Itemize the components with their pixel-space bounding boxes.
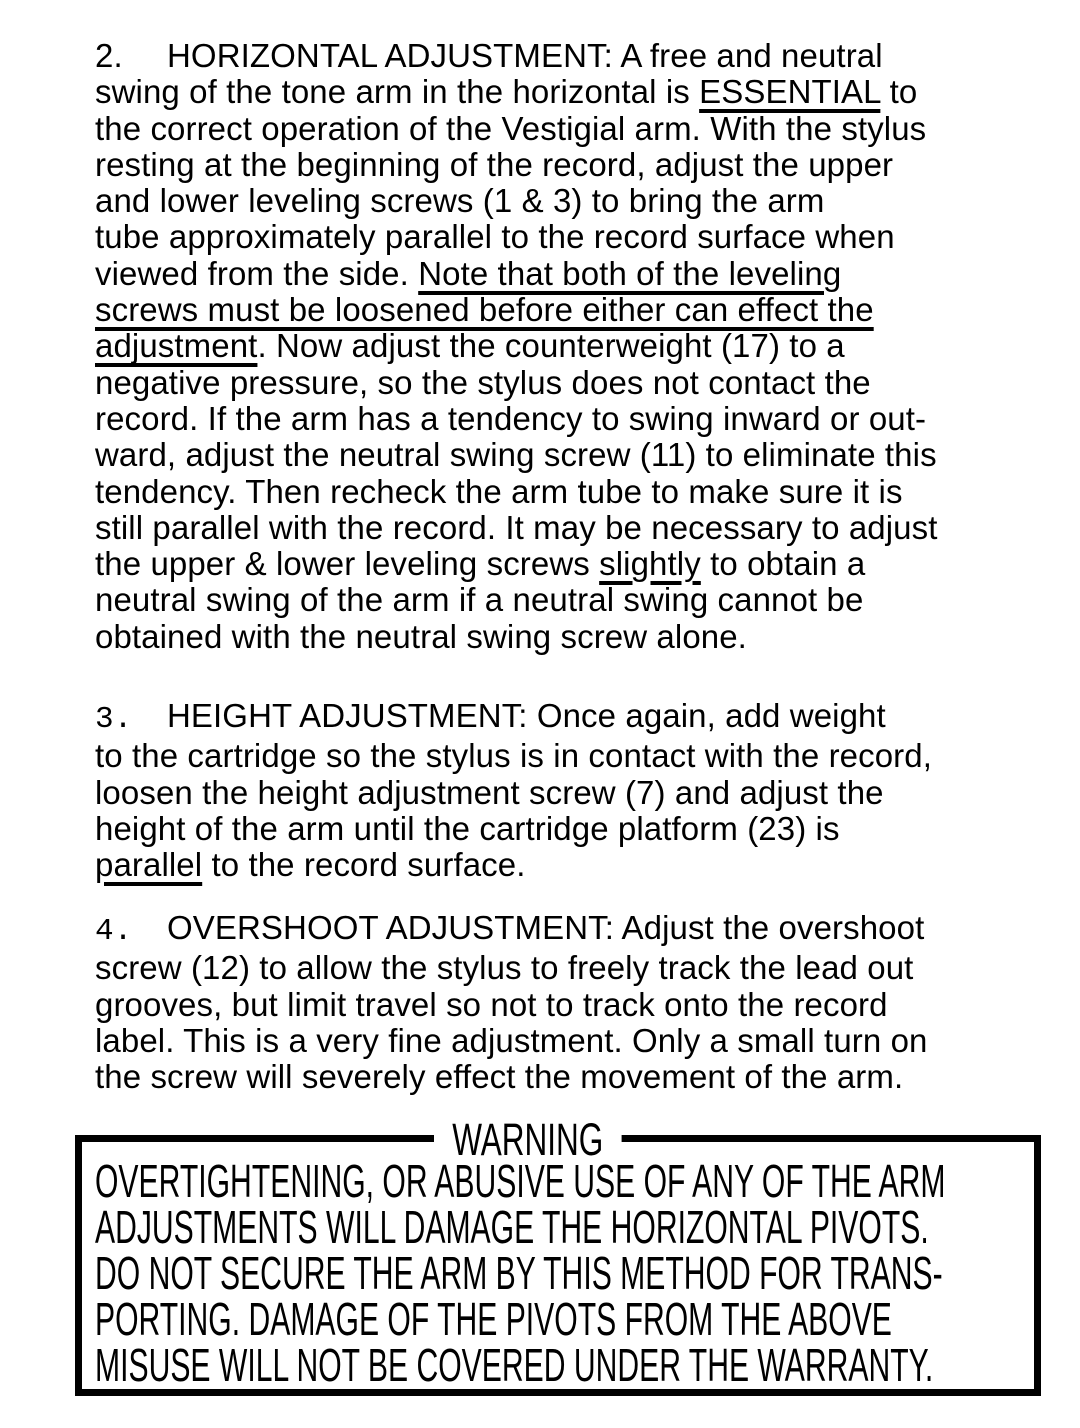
text-line: adjustment. Now adjust the counterweight (17) to a	[95, 327, 845, 365]
text-line: grooves, but limit travel so not to track onto the record	[95, 985, 888, 1023]
text-line: ward, adjust the neutral swing screw (11) to eliminate this	[95, 436, 937, 474]
text-line: height of the arm until the cartridge platform (23) is	[95, 809, 840, 847]
text-line: resting at the beginning of the record, adjust the upper	[95, 145, 894, 183]
text-line: screw (12) to allow the stylus to freely track the lead out	[95, 949, 914, 987]
text-line: the upper & lower leveling screws slightly to obtain a	[95, 545, 866, 583]
text-line: to the cartridge so the stylus is in contact with the record,	[95, 737, 932, 775]
warning-text-line: OVERTIGHTENING, OR ABUSIVE USE OF ANY OF THE ARM	[95, 1155, 946, 1207]
warning-text-line: ADJUSTMENTS WILL DAMAGE THE HORIZONTAL PIVOTS.	[95, 1201, 929, 1253]
text-line: swing of the tone arm in the horizontal is ESSENTIAL to	[95, 73, 918, 111]
text-line: tube approximately parallel to the record surface when	[95, 218, 895, 256]
text-line: record. If the arm has a tendency to swing inward or out-	[95, 399, 927, 437]
text-line: and lower leveling screws (1 & 3) to bring the arm	[95, 182, 825, 220]
text-line: tendency. Then recheck the arm tube to make sure it is	[95, 472, 903, 510]
text-line: neutral swing of the arm if a neutral swing cannot be	[95, 581, 864, 619]
paragraph-horizontal-adjustment	[95, 38, 937, 655]
text-line: screws must be loosened before either can effect the	[95, 291, 874, 329]
warning-text	[95, 1155, 1080, 1391]
warning-title: WARNING	[434, 1115, 621, 1165]
text-line: label. This is a very fine adjustment. Only a small turn on	[95, 1021, 928, 1059]
text-line: the correct operation of the Vestigial arm. With the stylus	[95, 109, 927, 147]
warning-text-line: PORTING. DAMAGE OF THE PIVOTS FROM THE ABOVE	[95, 1293, 892, 1345]
text-line: negative pressure, so the stylus does not contact the	[95, 363, 871, 401]
text-line: parallel to the record surface.	[95, 846, 526, 884]
text-line: loosen the height adjustment screw (7) and adjust the	[95, 773, 884, 811]
warning-text-line: DO NOT SECURE THE ARM BY THIS METHOD FOR TRANS-	[95, 1247, 943, 1299]
text-line: 3. HEIGHT ADJUSTMENT: Once again, add weight	[95, 697, 886, 737]
text-line: 2. HORIZONTAL ADJUSTMENT: A free and neutral	[95, 37, 883, 74]
warning-text-line: MISUSE WILL NOT BE COVERED UNDER THE WARRANTY.	[95, 1339, 934, 1391]
text-line: still parallel with the record. It may be necessary to adjust	[95, 508, 938, 546]
text-line: viewed from the side. Note that both of the leveling	[95, 254, 842, 292]
paragraph-height-adjustment	[95, 698, 932, 883]
text-line: 4. OVERSHOOT ADJUSTMENT: Adjust the overshoot	[95, 909, 925, 949]
text-line: obtained with the neutral swing screw alone.	[95, 617, 747, 655]
warning-box	[75, 1114, 1041, 1396]
text-line: the screw will severely effect the movement of the arm.	[95, 1058, 904, 1096]
paragraph-overshoot-adjustment	[95, 910, 928, 1095]
